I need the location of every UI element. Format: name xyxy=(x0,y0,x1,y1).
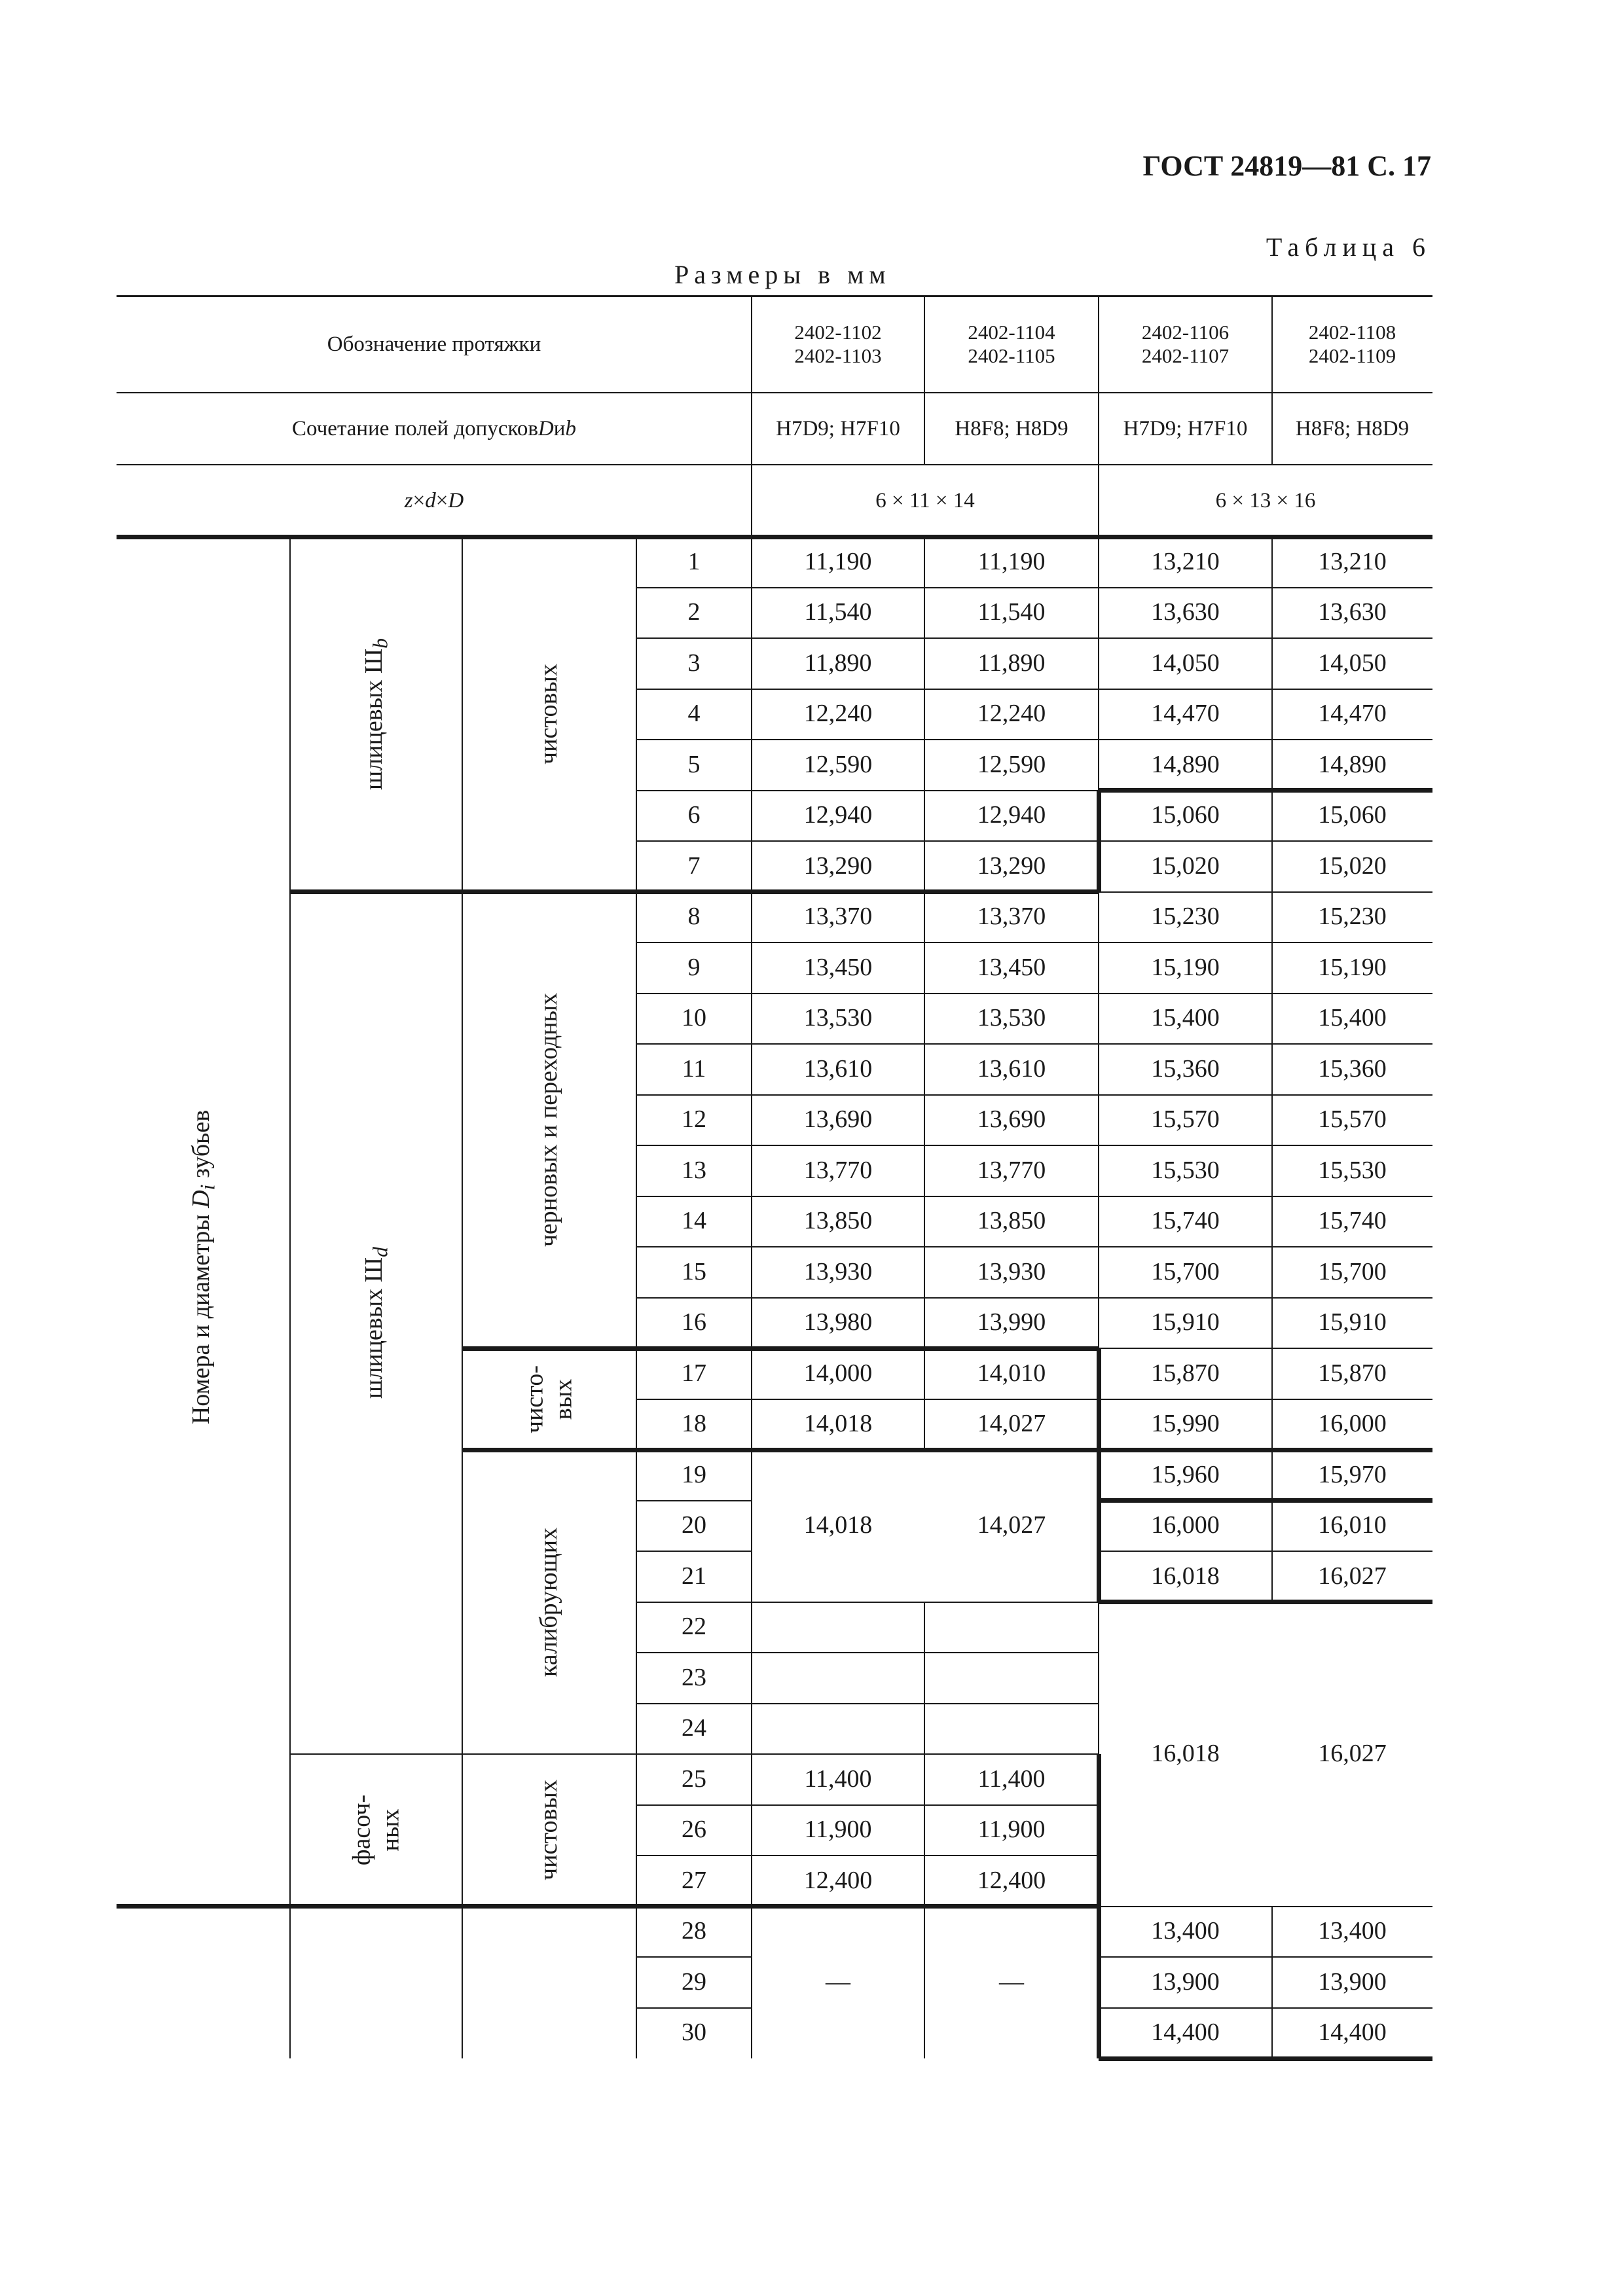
grid-line xyxy=(636,1196,752,1197)
grid-line xyxy=(752,1246,1099,1247)
row-number: 2 xyxy=(687,598,701,626)
merged-value-cell: 16,027 xyxy=(1318,1740,1387,1768)
grid-line xyxy=(636,1297,752,1299)
row-number: 22 xyxy=(682,1613,706,1641)
grid-line xyxy=(636,942,752,943)
row-number: 4 xyxy=(687,700,701,728)
grid-line xyxy=(752,1703,1099,1704)
table-cell: 13,400 xyxy=(1318,1917,1387,1945)
grid-line xyxy=(752,790,1099,791)
grid-line xyxy=(636,1602,752,1603)
grid-line xyxy=(1099,1043,1432,1045)
table-cell: 15,060 xyxy=(1318,801,1387,829)
table-cell: 14,890 xyxy=(1318,750,1387,778)
table-cell: 16,027 xyxy=(1318,1562,1387,1590)
row-number: 20 xyxy=(682,1511,706,1539)
grid-line xyxy=(752,637,1099,639)
table-cell: 15,910 xyxy=(1318,1308,1387,1336)
table-cell: 11,540 xyxy=(804,598,872,626)
table-cell: 13,770 xyxy=(977,1156,1046,1184)
group-label-chamfer: фасоч- ных xyxy=(347,1795,404,1866)
table-cell: 15,990 xyxy=(1151,1410,1220,1438)
subgroup-label-calibrating: калибрующих xyxy=(535,1527,563,1677)
table-cell: 14,400 xyxy=(1318,2018,1387,2047)
grid-line xyxy=(636,840,752,842)
units-caption: Размеры в мм xyxy=(674,260,891,289)
table-cell: 13,980 xyxy=(803,1308,873,1336)
grid-line xyxy=(752,1043,1099,1045)
table-cell: 13,610 xyxy=(803,1054,873,1083)
row-number: 9 xyxy=(687,953,701,981)
table-cell: 14,027 xyxy=(977,1410,1046,1438)
grid-line xyxy=(1099,1399,1432,1400)
grid-line xyxy=(1099,1094,1432,1096)
table-cell: 15,910 xyxy=(1151,1308,1220,1336)
grid-line xyxy=(924,1602,925,2059)
grid-line xyxy=(462,537,463,2058)
table-cell: 13,450 xyxy=(803,953,873,981)
table-cell: 15,060 xyxy=(1151,801,1220,829)
grid-line xyxy=(1099,1145,1432,1146)
thick-rule xyxy=(117,1904,1099,1909)
grid-line xyxy=(752,587,1099,588)
grid-line xyxy=(1099,993,1432,994)
grid-line xyxy=(1099,1297,1432,1299)
grid-line xyxy=(289,537,291,2058)
broach-table xyxy=(117,296,1432,2050)
tolerance-value-3: H7D9; H7F10 xyxy=(1123,416,1248,440)
table-cell: 13,850 xyxy=(803,1207,873,1235)
grid-line xyxy=(636,1145,752,1146)
row-number: 19 xyxy=(682,1460,706,1488)
table-cell: 11,400 xyxy=(977,1765,1046,1793)
grid-line xyxy=(1099,891,1432,893)
grid-line xyxy=(636,1399,752,1400)
grid-line xyxy=(752,689,1099,690)
row-number: 1 xyxy=(687,547,701,575)
grid-line xyxy=(1271,537,1273,1602)
table-cell: 15,230 xyxy=(1151,903,1220,931)
table-cell: 11,400 xyxy=(804,1765,872,1793)
grid-line xyxy=(1099,1551,1432,1552)
table-cell: 12,240 xyxy=(977,700,1046,728)
table-cell: 13,290 xyxy=(803,852,873,880)
designation-code-4: 2402-1108 2402-1109 xyxy=(1308,321,1396,367)
table-cell: 11,190 xyxy=(977,547,1046,575)
thick-rule xyxy=(290,889,752,894)
row-number: 23 xyxy=(682,1663,706,1691)
table-cell: 13,900 xyxy=(1318,1967,1387,1996)
thick-rule xyxy=(462,1448,1099,1452)
table-cell: 13,370 xyxy=(803,903,873,931)
thick-rule xyxy=(1097,1450,1101,1602)
table-cell: 16,000 xyxy=(1318,1410,1387,1438)
row-number: 26 xyxy=(682,1816,706,1844)
table-cell: 15,960 xyxy=(1151,1460,1220,1488)
grid-line xyxy=(1099,1196,1432,1197)
table-cell: 12,590 xyxy=(977,750,1046,778)
thick-rule xyxy=(752,889,1099,894)
dash-cell: — xyxy=(826,1967,850,1996)
grid-line xyxy=(752,1145,1099,1146)
grid-line xyxy=(1099,587,1432,588)
thick-rule xyxy=(462,1346,1099,1351)
grid-line xyxy=(636,993,752,994)
designation-code-1: 2402-1102 2402-1103 xyxy=(794,321,882,367)
table-cell: 14,050 xyxy=(1151,649,1220,677)
grid-line xyxy=(290,1753,636,1755)
size-value-2: 6 × 13 × 16 xyxy=(1215,488,1316,512)
dash-cell: — xyxy=(999,1967,1024,1996)
thick-rule xyxy=(1097,791,1101,892)
row-number: 13 xyxy=(682,1156,706,1184)
table-cell: 11,190 xyxy=(804,547,872,575)
grid-line xyxy=(752,1297,1099,1299)
thick-rule xyxy=(1097,1907,1101,2059)
row-number: 15 xyxy=(682,1257,706,1285)
grid-line xyxy=(117,392,1432,393)
table-top-rule xyxy=(117,295,1432,297)
merged-value-cell: 16,018 xyxy=(1151,1740,1220,1768)
row-number: 30 xyxy=(682,2018,706,2047)
table-cell: 11,890 xyxy=(804,649,872,677)
thick-rule xyxy=(1099,2056,1432,2061)
row-number: 16 xyxy=(682,1308,706,1336)
table-cell: 11,890 xyxy=(977,649,1046,677)
group-label-spline-d: шлицевых $Ш_d$ xyxy=(359,1247,392,1399)
table-cell: 13,930 xyxy=(803,1257,873,1285)
merged-value-cell: 14,027 xyxy=(977,1511,1046,1539)
table-cell: 12,940 xyxy=(977,801,1046,829)
table-cell: 13,530 xyxy=(803,1004,873,1032)
grid-line xyxy=(752,993,1099,994)
grid-line xyxy=(752,1399,1099,1400)
tolerance-label: Сочетание полей допусков D и b xyxy=(292,416,576,440)
row-number: 29 xyxy=(682,1967,706,1996)
table-cell: 13,930 xyxy=(977,1257,1046,1285)
grid-line xyxy=(636,1652,752,1653)
table-cell: 12,940 xyxy=(803,801,873,829)
subgroup-label-rough: черновых и переходных xyxy=(535,993,563,1247)
table-cell: 15,230 xyxy=(1318,903,1387,931)
table-cell: 12,240 xyxy=(803,700,873,728)
grid-line xyxy=(752,1602,1099,1603)
table-number: Таблица 6 xyxy=(1266,232,1431,262)
table-cell: 15,700 xyxy=(1318,1257,1387,1285)
table-cell: 14,010 xyxy=(977,1359,1046,1387)
page-header: ГОСТ 24819—81 С. 17 xyxy=(1142,150,1431,182)
row-number: 8 xyxy=(687,903,701,931)
table-cell: 15,400 xyxy=(1151,1004,1220,1032)
grid-line xyxy=(636,1551,752,1552)
table-cell: 14,890 xyxy=(1151,750,1220,778)
table-cell: 14,050 xyxy=(1318,649,1387,677)
table-cell: 15,020 xyxy=(1151,852,1220,880)
tolerance-value-1: H7D9; H7F10 xyxy=(776,416,900,440)
table-cell: 14,470 xyxy=(1151,700,1220,728)
table-cell: 15,190 xyxy=(1151,953,1220,981)
grid-line xyxy=(752,1094,1099,1096)
grid-line xyxy=(636,1094,752,1096)
grid-line xyxy=(636,1703,752,1704)
size-label: z × d × D xyxy=(404,488,464,512)
table-cell: 12,400 xyxy=(977,1866,1046,1894)
table-cell: 13,610 xyxy=(977,1054,1046,1083)
grid-line xyxy=(117,464,1432,465)
row-number: 12 xyxy=(682,1105,706,1134)
row-number: 28 xyxy=(682,1917,706,1945)
row-number: 17 xyxy=(682,1359,706,1387)
grid-line xyxy=(636,1500,752,1501)
grid-line xyxy=(636,637,752,639)
grid-line xyxy=(751,296,752,2058)
table-cell: 15,740 xyxy=(1318,1207,1387,1235)
row-group-label: Номера и диаметры $D_i$ зубьев xyxy=(187,1109,219,1425)
table-cell: 13,210 xyxy=(1318,547,1387,575)
grid-line xyxy=(636,739,752,740)
table-cell: 15,970 xyxy=(1318,1460,1387,1488)
grid-line xyxy=(752,1804,1099,1806)
table-cell: 15,570 xyxy=(1318,1105,1387,1134)
table-cell: 15,700 xyxy=(1151,1257,1220,1285)
grid-line xyxy=(1099,637,1432,639)
table-cell: 12,590 xyxy=(803,750,873,778)
grid-line xyxy=(752,1753,1099,1755)
table-cell: 13,850 xyxy=(977,1207,1046,1235)
table-cell: 14,400 xyxy=(1151,2018,1220,2047)
table-cell: 15,360 xyxy=(1151,1054,1220,1083)
table-cell: 15,530 xyxy=(1151,1156,1220,1184)
table-cell: 14,470 xyxy=(1318,700,1387,728)
table-cell: 11,900 xyxy=(977,1816,1046,1844)
table-cell: 13,210 xyxy=(1151,547,1220,575)
table-cell: 13,450 xyxy=(977,953,1046,981)
grid-line xyxy=(1099,739,1432,740)
grid-line xyxy=(1099,1246,1432,1247)
subgroup-label-finishing-short: чисто- вых xyxy=(520,1365,577,1433)
designation-label: Обозначение протяжки xyxy=(327,332,541,356)
table-cell: 13,370 xyxy=(977,903,1046,931)
grid-line xyxy=(636,587,752,588)
merged-value-cell: 14,018 xyxy=(803,1511,873,1539)
grid-line xyxy=(636,2007,752,2009)
table-cell: 15,190 xyxy=(1318,953,1387,981)
group-label-spline-b: шлицевых $Ш_b$ xyxy=(359,638,392,791)
grid-line xyxy=(1099,1348,1432,1349)
row-number: 6 xyxy=(687,801,701,829)
subgroup-label-finishing: чистовых xyxy=(535,664,563,765)
grid-line xyxy=(752,1855,1099,1856)
body-top-rule xyxy=(117,535,1432,539)
table-cell: 13,900 xyxy=(1151,1967,1220,1996)
grid-line xyxy=(636,1855,752,1856)
subgroup-label-chamfer-finishing: чистовых xyxy=(535,1780,563,1881)
table-cell: 15,400 xyxy=(1318,1004,1387,1032)
tolerance-value-2: H8F8; H8D9 xyxy=(955,416,1068,440)
grid-line xyxy=(636,1956,752,1958)
grid-line xyxy=(752,840,1099,842)
table-cell: 12,400 xyxy=(803,1866,873,1894)
row-number: 25 xyxy=(682,1765,706,1793)
row-number: 21 xyxy=(682,1562,706,1590)
row-number: 10 xyxy=(682,1004,706,1032)
table-cell: 13,290 xyxy=(977,852,1046,880)
table-cell: 15,020 xyxy=(1318,852,1387,880)
table-cell: 13,690 xyxy=(803,1105,873,1134)
tolerance-value-4: H8F8; H8D9 xyxy=(1295,416,1410,440)
row-number: 3 xyxy=(687,649,701,677)
grid-line xyxy=(1099,689,1432,690)
table-cell: 13,770 xyxy=(803,1156,873,1184)
grid-line xyxy=(1099,942,1432,943)
designation-code-2: 2402-1104 2402-1105 xyxy=(968,321,1055,367)
table-cell: 15,360 xyxy=(1318,1054,1387,1083)
grid-line xyxy=(924,296,925,465)
grid-line xyxy=(1099,1956,1432,1958)
thick-rule xyxy=(1099,1600,1432,1604)
thick-rule xyxy=(1099,1448,1432,1452)
thick-rule xyxy=(1097,1348,1101,1450)
row-number: 27 xyxy=(682,1866,706,1894)
grid-line xyxy=(1271,1907,1273,2059)
table-cell: 15,740 xyxy=(1151,1207,1220,1235)
grid-line xyxy=(636,689,752,690)
row-number: 7 xyxy=(687,852,701,880)
grid-line xyxy=(1271,296,1273,465)
thick-rule xyxy=(1099,1498,1432,1503)
grid-line xyxy=(636,790,752,791)
grid-line xyxy=(636,1246,752,1247)
grid-line xyxy=(752,942,1099,943)
grid-line xyxy=(752,1196,1099,1197)
table-cell: 11,540 xyxy=(977,598,1046,626)
table-cell: 13,530 xyxy=(977,1004,1046,1032)
thick-rule xyxy=(1099,788,1432,793)
grid-line xyxy=(1099,840,1432,842)
table-cell: 16,010 xyxy=(1318,1511,1387,1539)
grid-line xyxy=(1099,1906,1432,1907)
table-cell: 15,530 xyxy=(1318,1156,1387,1184)
grid-line xyxy=(636,1753,752,1755)
row-number: 14 xyxy=(682,1207,706,1235)
table-cell: 13,630 xyxy=(1318,598,1387,626)
designation-code-3: 2402-1106 2402-1107 xyxy=(1141,321,1230,367)
row-number: 18 xyxy=(682,1410,706,1438)
table-cell: 16,018 xyxy=(1151,1562,1220,1590)
grid-line xyxy=(752,1652,1099,1653)
table-cell: 16,000 xyxy=(1151,1511,1220,1539)
table-cell: 13,630 xyxy=(1151,598,1220,626)
row-number: 24 xyxy=(682,1714,706,1742)
size-value-1: 6 × 11 × 14 xyxy=(875,488,975,512)
grid-line xyxy=(636,1043,752,1045)
table-cell: 15,870 xyxy=(1151,1359,1220,1387)
row-number: 11 xyxy=(682,1054,706,1083)
table-cell: 14,018 xyxy=(803,1410,873,1438)
table-cell: 11,900 xyxy=(804,1816,872,1844)
table-cell: 15,870 xyxy=(1318,1359,1387,1387)
grid-line xyxy=(636,1804,752,1806)
grid-line xyxy=(1099,2007,1432,2009)
table-cell: 13,690 xyxy=(977,1105,1046,1134)
table-cell: 15,570 xyxy=(1151,1105,1220,1134)
thick-rule xyxy=(1097,1754,1101,1907)
table-cell: 14,000 xyxy=(803,1359,873,1387)
table-cell: 13,400 xyxy=(1151,1917,1220,1945)
grid-line xyxy=(752,739,1099,740)
table-cell: 13,990 xyxy=(977,1308,1046,1336)
row-number: 5 xyxy=(687,750,701,778)
